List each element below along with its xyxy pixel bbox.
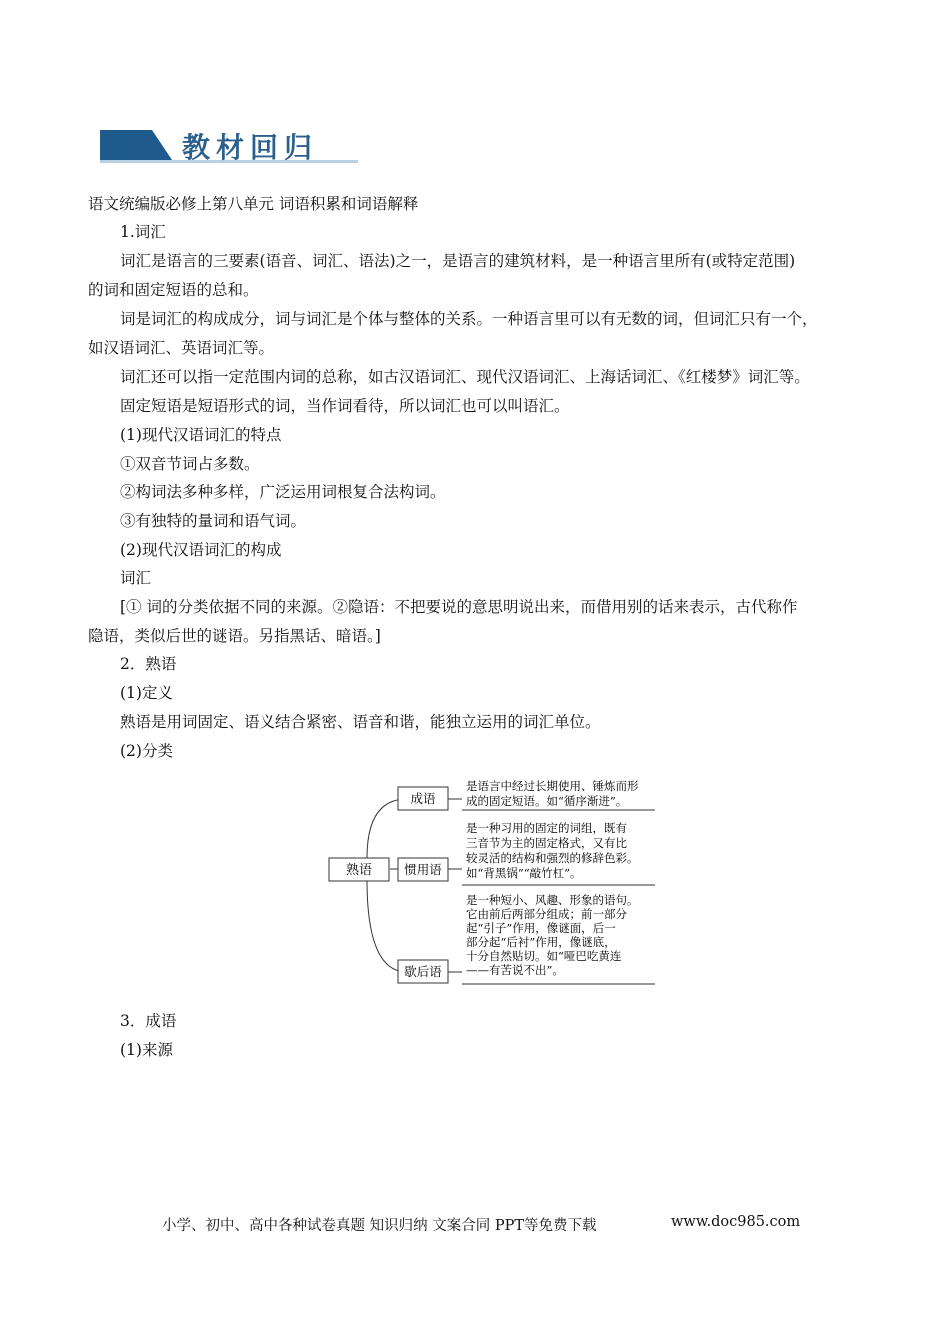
composition-word: 词汇 [120,569,152,587]
paragraph-1b: 的词和固定短语的总和。 [88,281,259,299]
footer-text: 小学、初中、高中各种试卷真题 知识归纳 文案合同 PPT等免费下载 [162,1218,597,1234]
subheading-features: (1)现代汉语词汇的特点 [120,426,282,444]
list-item: ②构词法多种多样，广泛运用词根复合法构词。 [120,483,446,501]
desc-line: 是一种短小、风趣、形象的语句。 [466,893,639,907]
desc-line: ——有苦说不出”。 [466,963,564,977]
section-heading-chengyu: 3．成语 [120,1012,177,1030]
paragraph-2b: 如汉语词汇、英语词汇等。 [88,339,275,357]
banner-title: 教材回归 [182,131,319,164]
subheading-composition: (2)现代汉语词汇的构成 [120,541,282,559]
section-banner [100,126,360,166]
paragraph-4: 固定短语是短语形式的词，当作词看待，所以词汇也可以叫语汇。 [120,397,570,415]
branch-desc-idiom [466,779,642,808]
note-line-b: 隐语，类似后世的谜语。另指黑话、暗语。] [88,627,381,645]
root-label: 熟语 [345,863,373,878]
desc-line: 三音节为主的固定格式，又有比 [466,836,627,850]
branch-label-common-saying: 惯用语 [404,862,442,877]
classification-diagram [325,778,665,990]
connector-bottom [367,880,407,972]
footer-url[interactable]: www.doc985.com [671,1214,801,1230]
branch-desc-two-part-allegory [466,893,642,977]
paragraph-3: 词汇还可以指一定范围内词的总称，如古汉语词汇、现代汉语词汇、上海话词汇、《红楼梦》词汇等。 [120,368,810,386]
desc-line: 部分起“后衬”作用，像谜底， [466,935,616,949]
paragraph-2a: 词是词汇的构成成分，词与词汇是个体与整体的关系。一种语言里可以有无数的词，但词汇只有一个， [120,310,818,328]
desc-line: 如“背黑锅”“敲竹杠”。 [466,866,582,880]
source-line: 语文统编版必修上第八单元 词语积累和词语解释 [88,195,419,213]
section-heading-idioms: 2．熟语 [120,655,177,673]
subheading-classification: (2)分类 [120,742,173,760]
list-item: ①双音节词占多数。 [120,455,260,473]
section-heading-vocabulary: 1.词汇 [120,223,166,241]
desc-line: 是语言中经过长期使用、锤炼而形 [466,779,639,793]
subheading-definition: (1)定义 [120,684,173,702]
branch-label-idiom: 成语 [410,791,436,806]
desc-line: 成的固定短语。如“循序渐进”。 [466,794,628,808]
banner-shape [100,130,180,160]
desc-line: 较灵活的结构和强烈的修辞色彩。 [466,851,639,865]
desc-line: 它由前后两部分组成；前一部分 [466,907,627,921]
list-item: ③有独特的量词和语气词。 [120,512,307,530]
desc-line: 十分自然贴切。如“哑巴吃黄连 [466,949,622,963]
definition-text: 熟语是用词固定、语义结合紧密、语音和谐，能独立运用的词汇单位。 [120,713,601,731]
note-line-a: [① 词的分类依据不同的来源。②隐语：不把要说的意思明说出来，而借用别的话来表示，古代称作 [120,598,798,616]
desc-line: 起“引子”作用，像谜面，后一 [466,921,616,935]
branch-label-two-part-allegory: 歇后语 [404,964,442,979]
paragraph-1a: 词汇是语言的三要素(语音、词汇、语法)之一，是语言的建筑材料，是一种语言里所有(或特定范围) [120,252,796,270]
desc-line: 是一种习用的固定的词组，既有 [466,821,627,835]
subheading-origin: (1)来源 [120,1041,173,1059]
branch-desc-common-saying [466,821,642,880]
